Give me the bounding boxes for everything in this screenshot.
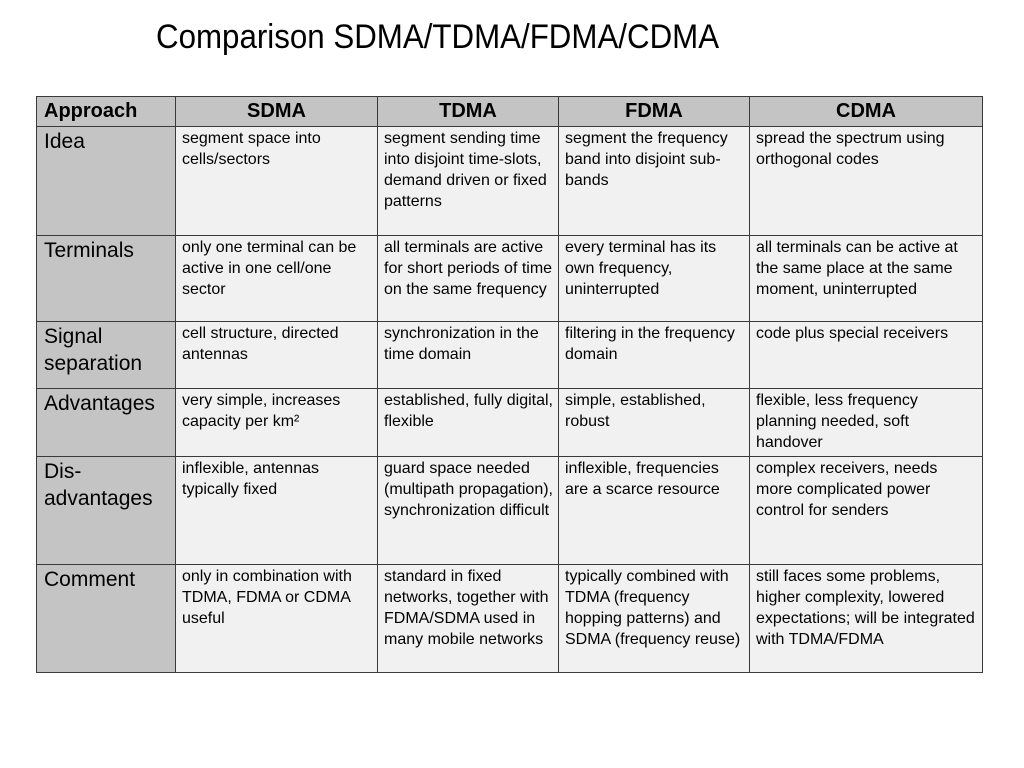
- table-cell: segment the frequency band into disjoint sub-bands: [559, 127, 750, 236]
- row-label-advantages: Advantages: [37, 389, 176, 457]
- table-header-row: [37, 97, 983, 127]
- table-cell: flexible, less frequency planning needed, soft handover: [750, 389, 983, 457]
- comparison-table: [36, 96, 983, 673]
- slide-title: Comparison SDMA/TDMA/FDMA/CDMA: [156, 18, 720, 56]
- table-cell: only in combination with TDMA, FDMA or CDMA useful: [176, 565, 378, 673]
- row-label-terminals: Terminals: [37, 236, 176, 322]
- table-cell: established, fully digital, flexible: [378, 389, 559, 457]
- row-label-signal-separation: Signal separation: [37, 322, 176, 389]
- row-label-disadvantages: Dis-advantages: [37, 457, 176, 565]
- table-cell: spread the spectrum using orthogonal codes: [750, 127, 983, 236]
- row-label-comment: Comment: [37, 565, 176, 673]
- table-cell: guard space needed (multipath propagation), synchronization difficult: [378, 457, 559, 565]
- table-cell: all terminals are active for short periods of time on the same frequency: [378, 236, 559, 322]
- table-cell: every terminal has its own frequency, uninterrupted: [559, 236, 750, 322]
- table-cell: segment sending time into disjoint time-slots, demand driven or fixed patterns: [378, 127, 559, 236]
- table-cell: all terminals can be active at the same place at the same moment, uninterrupted: [750, 236, 983, 322]
- table-row: [37, 389, 983, 457]
- table-cell: very simple, increases capacity per km²: [176, 389, 378, 457]
- header-cdma: CDMA: [750, 97, 983, 127]
- table-cell: synchronization in the time domain: [378, 322, 559, 389]
- header-fdma: FDMA: [559, 97, 750, 127]
- table-cell: inflexible, frequencies are a scarce resource: [559, 457, 750, 565]
- table-row: [37, 565, 983, 673]
- header-sdma: SDMA: [176, 97, 378, 127]
- table-row: [37, 322, 983, 389]
- table-cell: typically combined with TDMA (frequency hopping patterns) and SDMA (frequency reuse): [559, 565, 750, 673]
- table-cell: only one terminal can be active in one cell/one sector: [176, 236, 378, 322]
- table-cell: standard in fixed networks, together with FDMA/SDMA used in many mobile networks: [378, 565, 559, 673]
- table-cell: simple, established, robust: [559, 389, 750, 457]
- row-label-idea: Idea: [37, 127, 176, 236]
- header-approach: Approach: [37, 97, 176, 127]
- header-tdma: TDMA: [378, 97, 559, 127]
- table-cell: cell structure, directed antennas: [176, 322, 378, 389]
- table-cell: filtering in the frequency domain: [559, 322, 750, 389]
- table-row: [37, 457, 983, 565]
- table-row: [37, 127, 983, 236]
- table-cell: inflexible, antennas typically fixed: [176, 457, 378, 565]
- table-cell: complex receivers, needs more complicated power control for senders: [750, 457, 983, 565]
- table-cell: code plus special receivers: [750, 322, 983, 389]
- table-row: [37, 236, 983, 322]
- table-cell: still faces some problems, higher complexity, lowered expectations; will be integrated with TDMA/FDMA: [750, 565, 983, 673]
- table-cell: segment space into cells/sectors: [176, 127, 378, 236]
